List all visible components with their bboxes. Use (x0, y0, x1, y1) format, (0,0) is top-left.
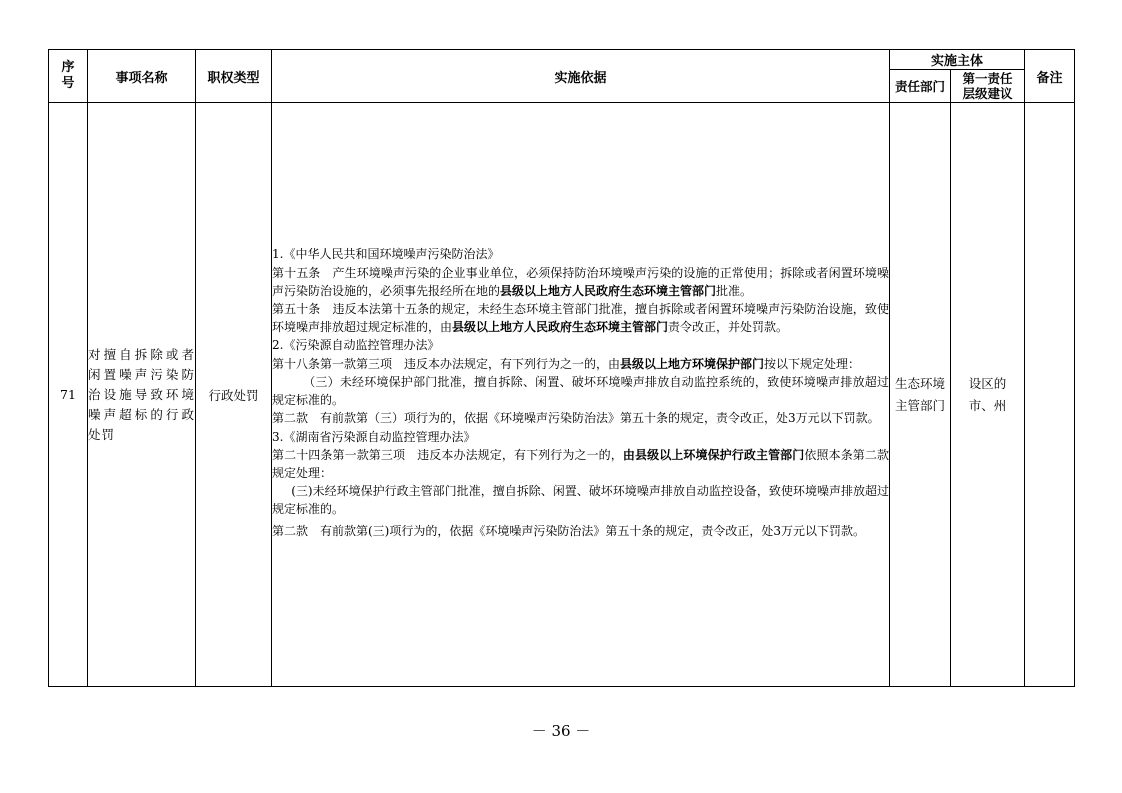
header-item-name: 事项名称 (88, 50, 196, 103)
header-remarks: 备注 (1025, 50, 1075, 103)
row-remarks (1025, 103, 1075, 687)
law2-title: 2.《污染源自动监控管理办法》 (272, 338, 440, 353)
law1-title: 1.《中华人民共和国环境噪声污染防治法》 (272, 247, 500, 262)
law2-article18: 第十八条第一款第三项 违反本办法规定，有下列行为之一的，由县级以上地方环境保护部门按以下规定处理： (272, 356, 861, 371)
page-number: － 36 － (531, 722, 591, 740)
table-row (49, 103, 1075, 687)
header-level: 第一责任 层级建议 (951, 70, 1025, 103)
power-list-table (48, 49, 1075, 687)
law1-article15: 第十五条 产生环境噪声污染的企业事业单位，必须保持防治环境噪声污染的设施的正常使用；拆除或者闲置环境噪声污染防治设施的，必须事先报经所在地的县级以上地方人民政府生态环境主管部门批准。 (272, 265, 889, 298)
header-seq: 序 号 (49, 50, 88, 103)
header-power-type: 职权类型 (196, 50, 272, 103)
law2-article18-item3: （三）未经环境保护部门批准，擅自拆除、闲置、破坏环境噪声排放自动监控系统的，致使环境噪声排放超过规定标准的。 (272, 374, 889, 408)
header-dept: 责任部门 (890, 70, 951, 103)
row-seq: 71 (49, 103, 88, 687)
row-level: 设区的 市、州 (951, 103, 1025, 687)
law3-article24-para2: 第二款 有前款第(三)项行为的，依据《环境噪声污染防治法》第五十条的规定，责令改正，处3万元以下罚款。 (272, 523, 866, 538)
row-basis (272, 103, 890, 687)
law3-article24-item3: (三)未经环境保护行政主管部门批准，擅自拆除、闲置、破坏环境噪声排放自动监控设备，致使环境噪声排放超过规定标准的。 (272, 484, 889, 517)
law2-article18-para2: 第二款 有前款第（三）项行为的，依据《环境噪声污染防治法》第五十条的规定，责令改正，处3万元以下罚款。 (272, 411, 880, 426)
row-power-type: 行政处罚 (196, 103, 272, 687)
header-subject-group: 实施主体 (890, 50, 1025, 70)
row-item-name: 对擅自拆除或者闲置噪声污染防治设施导致环境噪声超标的行政处罚 (88, 103, 196, 687)
header-basis: 实施依据 (272, 50, 890, 103)
row-dept: 生态环境主管部门 (890, 103, 951, 687)
law3-article24: 第二十四条第一款第三项 违反本办法规定，有下列行为之一的，由县级以上环境保护行政主管部门依照本条第二款规定处理： (272, 447, 889, 480)
law3-title: 3.《湖南省污染源自动监控管理办法》 (272, 429, 476, 444)
law1-article50: 第五十条 违反本法第十五条的规定，未经生态环境主管部门批准，擅自拆除或者闲置环境噪声污染防治设施，致使环境噪声排放超过规定标准的，由县级以上地方人民政府生态环境主管部门责令改正，并处罚款。 (272, 302, 889, 335)
